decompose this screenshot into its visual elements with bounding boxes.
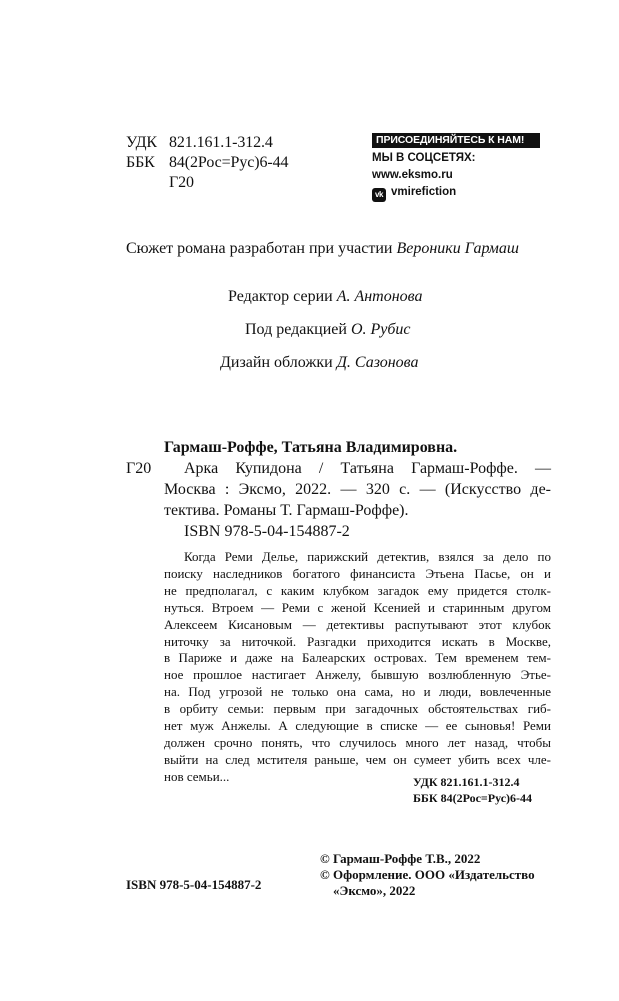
udk-line [126, 133, 288, 153]
annotation-line: в Париже и даже на Балеарских островах. Тем временем тем- [164, 650, 551, 666]
bbk-line [126, 153, 288, 173]
story-credit [126, 239, 519, 259]
bib-description [184, 458, 551, 479]
website-link[interactable]: www.eksmo.ru [372, 169, 453, 181]
udk-value: 821.161.1-312.4 [169, 134, 273, 151]
annotation-line: нет муж Анжелы. А следующие в списке — ее сыновья! Реми [164, 718, 551, 734]
story-credit-name: Вероники Гармаш [396, 240, 519, 257]
social-block [372, 133, 540, 202]
vk-link[interactable] [372, 184, 540, 202]
annotation-line: нов семьи... [164, 768, 230, 784]
copyright-line: © Оформление. ООО «Издательство [320, 867, 535, 882]
cover-label: Дизайн обложки [220, 354, 333, 371]
annotation-line: не предполагал, с каким клубком загадок ему придется столк- [164, 582, 551, 598]
story-credit-label: Сюжет романа разработан при участии [126, 240, 393, 257]
editor-label: Под редакцией [245, 321, 347, 338]
social-heading: МЫ В СОЦСЕТЯХ: [372, 152, 476, 164]
author-heading: Гармаш-Роффе, Татьяна Владимировна. [164, 439, 458, 456]
copyright-line: © Гармаш-Роффе Т.В., 2022 [320, 851, 481, 866]
vk-icon: vk [372, 188, 386, 202]
annotation-line: должен срочно понять, что случилось много лет назад, чтобы [164, 734, 551, 750]
author-mark-line [126, 173, 288, 193]
annotation-codes [413, 774, 532, 806]
annotation-line: ное прошлое настигает Анжелу, бывшую возлюбленную Этье- [164, 667, 551, 683]
series-editor-credit [228, 287, 423, 307]
udk-label: УДК [126, 134, 157, 151]
library-codes [126, 133, 288, 193]
cover-name: Д. Сазонова [336, 354, 419, 371]
copyright-line: «Эксмо», 2022 [333, 883, 416, 898]
annotation-line: поиску наследников богатого финансиста Этьена Пасье, он и [164, 565, 551, 581]
annotation-line: Алексеем Кисановым — детективы распутывают этот клубок [164, 616, 551, 632]
bib-line: Арка Купидона / Татьяна Гармаш-Роффе. — [184, 460, 551, 477]
cover-credit [220, 353, 419, 373]
annotation-line: в орбиту семьи: первым при загадочных обстоятельствах гиб- [164, 701, 551, 717]
bbk-value: 84(2Рос=Рус)6-44 [169, 154, 289, 171]
bottom-isbn: ISBN 978-5-04-154887-2 [126, 877, 262, 892]
copyright-block [320, 851, 535, 899]
bib-description-cont [164, 479, 551, 521]
annotation-udk: УДК 821.161.1-312.4 [413, 775, 520, 789]
annotation-line: Когда Реми Делье, парижский детектив, взялся за дело по [184, 549, 551, 564]
annotation-line: нуться. Втроем — Реми с женой Ксенией и старинным другом [164, 599, 551, 615]
bib-author-mark: Г20 [126, 460, 152, 477]
annotation-line: выйти на след мстителя раньше, чем он сумеет убить всех чле- [164, 751, 551, 767]
author-mark: Г20 [169, 174, 194, 191]
vk-handle: vmirefiction [391, 186, 457, 198]
editor-credit [245, 320, 411, 340]
annotation-bbk: ББК 84(2Рос=Рус)6-44 [413, 791, 533, 805]
annotation [164, 549, 551, 786]
bib-line: Москва : Эксмо, 2022. — 320 с. — (Искусство де- [164, 481, 551, 498]
annotation-line: ниточку за ниточкой. Разгадки приходится искать в Москве, [164, 633, 551, 649]
social-banner: ПРИСОЕДИНЯЙТЕСЬ К НАМ! [372, 133, 540, 148]
isbn-main: ISBN 978-5-04-154887-2 [184, 523, 350, 540]
bbk-label: ББК [126, 154, 155, 171]
annotation-line: на. Под угрозой не только она сама, но и люди, вовлеченные [164, 684, 551, 700]
bib-line: тектива. Романы Т. Гармаш-Роффе). [164, 502, 409, 519]
editor-name: О. Рубис [350, 321, 411, 338]
series-editor-label: Редактор серии [228, 288, 333, 305]
series-editor-name: А. Антонова [336, 288, 423, 305]
